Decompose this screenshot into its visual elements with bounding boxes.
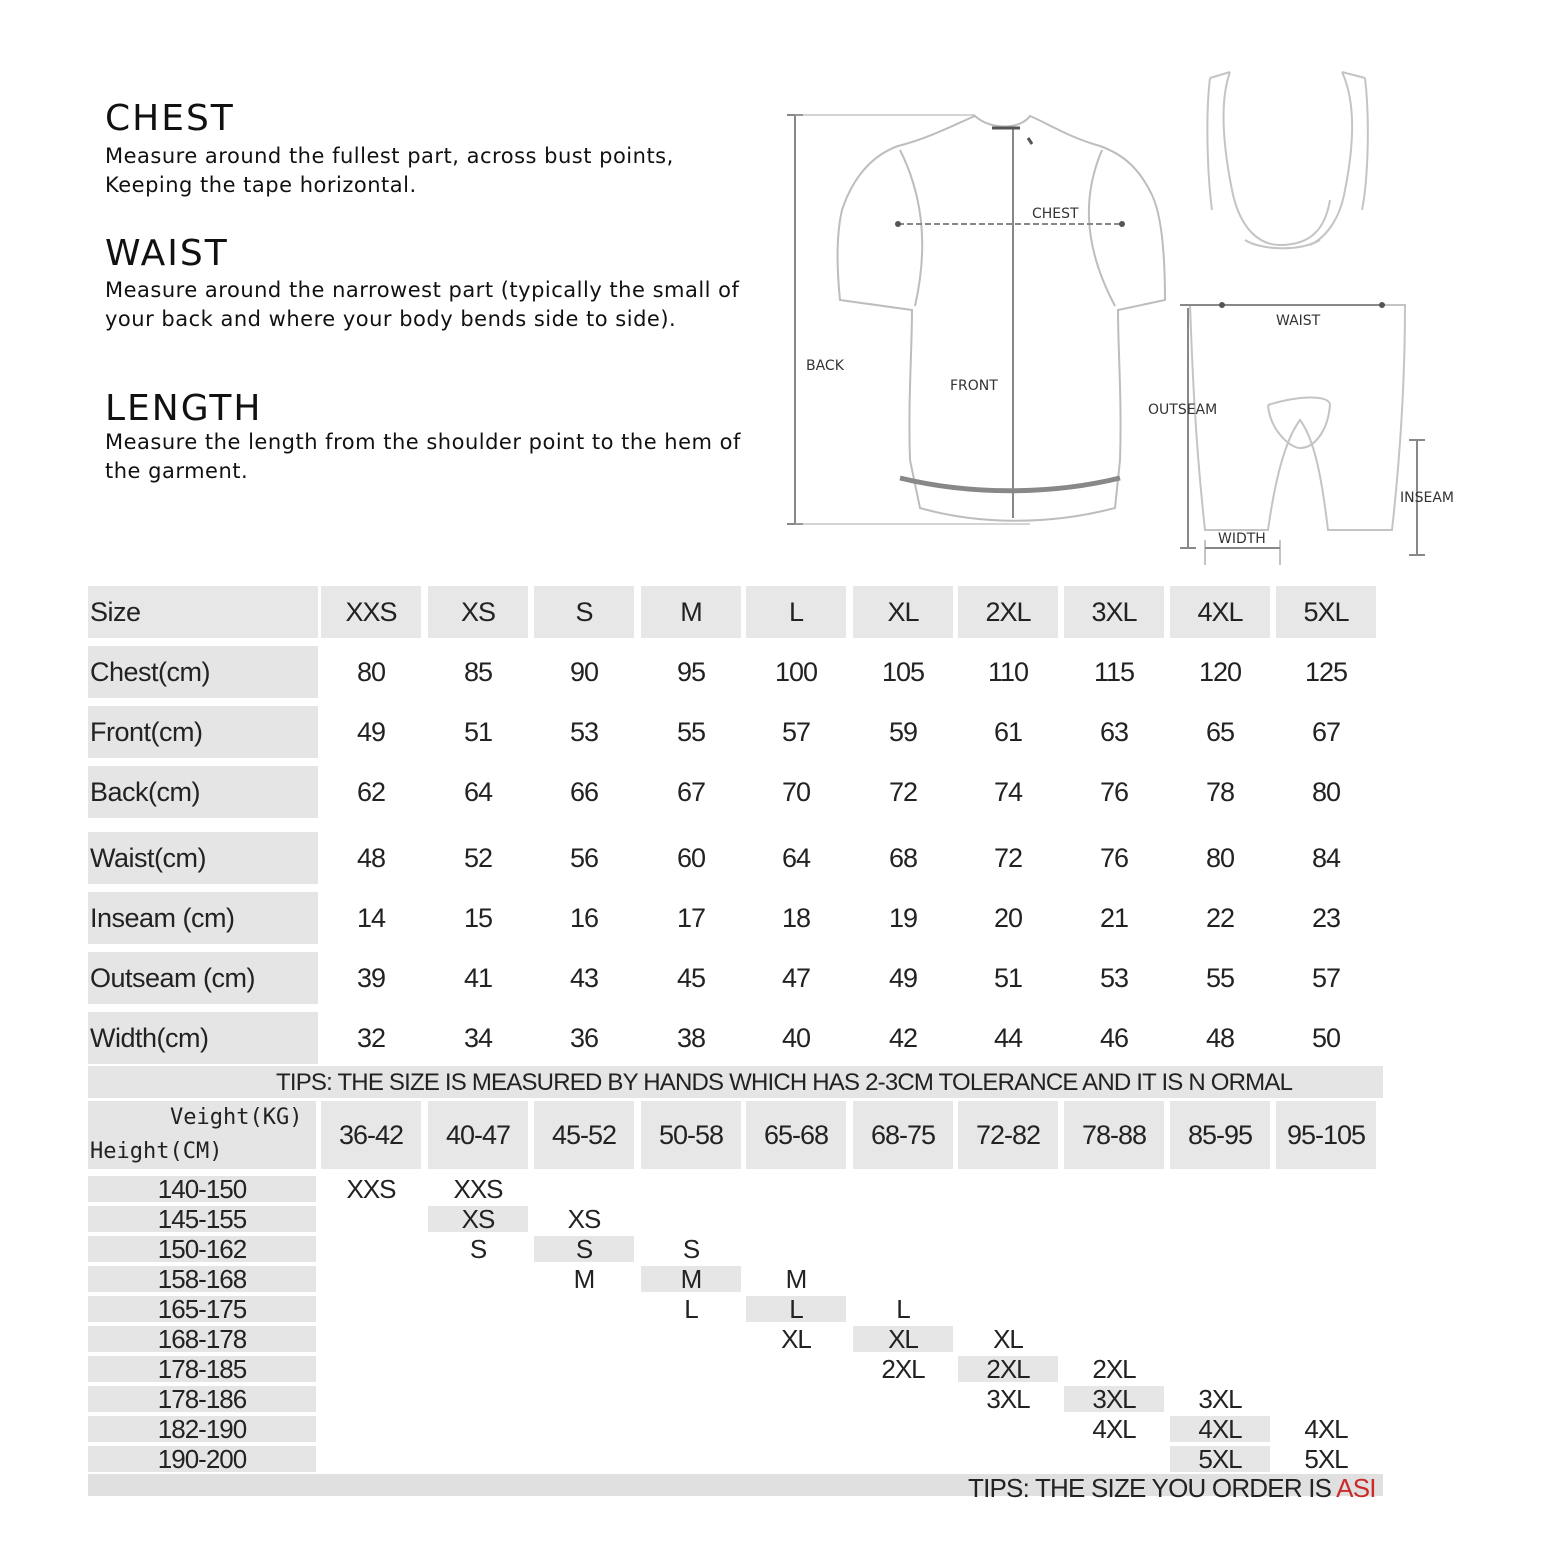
size-header-xs: XS <box>428 586 528 638</box>
measure-value: 36 <box>569 1022 599 1053</box>
recommended-size: 3XL <box>986 1383 1030 1414</box>
recommended-size: XS <box>428 1206 528 1232</box>
measure-value: 56 <box>569 842 599 873</box>
measure-value: 38 <box>676 1022 706 1053</box>
height-range-label: 165-175 <box>88 1296 316 1322</box>
measure-value: 55 <box>1205 962 1235 993</box>
measure-value: 74 <box>993 776 1023 807</box>
measure-row-label: Inseam (cm) <box>88 892 318 944</box>
measure-value: 57 <box>1311 962 1341 993</box>
measure-value: 50 <box>1311 1022 1341 1053</box>
measure-value: 110 <box>987 656 1029 687</box>
size-header-label: Size <box>88 586 318 638</box>
measure-value: 45 <box>676 962 706 993</box>
measure-value: 23 <box>1311 902 1341 933</box>
recommended-size: 5XL <box>1170 1446 1270 1472</box>
height-range-label: 168-178 <box>88 1326 316 1352</box>
measure-value: 20 <box>993 902 1023 933</box>
diagram-back-label: BACK <box>806 358 844 374</box>
recommended-size: M <box>641 1266 741 1292</box>
measure-value: 51 <box>993 962 1023 993</box>
measure-value: 61 <box>993 716 1023 747</box>
fit-header-corner <box>88 1101 316 1169</box>
measure-value: 65 <box>1205 716 1235 747</box>
height-axis-label: Height(CM) <box>90 1139 223 1164</box>
recommended-size: S <box>469 1233 487 1264</box>
size-header-m: M <box>641 586 741 638</box>
chest-description: Measure around the fullest part, across bust points, Keeping the tape horizontal. <box>105 144 674 197</box>
measure-value: 66 <box>569 776 599 807</box>
measure-value: 46 <box>1099 1022 1129 1053</box>
diagram-front-label: FRONT <box>950 378 998 394</box>
height-range-label: 190-200 <box>88 1446 316 1472</box>
recommended-size: XXS <box>346 1173 396 1204</box>
recommended-size: L <box>896 1293 910 1324</box>
measure-value: 52 <box>463 842 493 873</box>
measure-value: 72 <box>993 842 1023 873</box>
measure-value: 49 <box>888 962 918 993</box>
measure-value: 18 <box>781 902 811 933</box>
order-tip-text: TIPS: THE SIZE YOU ORDER IS <box>968 1473 1337 1503</box>
measure-value: 72 <box>888 776 918 807</box>
measure-value: 34 <box>463 1022 493 1053</box>
measure-value: 64 <box>781 842 811 873</box>
weight-range-header: 85-95 <box>1170 1101 1270 1169</box>
measure-value: 57 <box>781 716 811 747</box>
tolerance-tip: TIPS: THE SIZE IS MEASURED BY HANDS WHICH HAS 2-3CM TOLERANCE AND IT IS N ORMAL <box>276 1069 1293 1096</box>
measure-value: 70 <box>781 776 811 807</box>
order-tip <box>968 1473 1376 1504</box>
recommended-size: L <box>684 1293 698 1324</box>
measure-value: 115 <box>1093 656 1135 687</box>
height-range-label: 145-155 <box>88 1206 316 1232</box>
measure-value: 53 <box>1099 962 1129 993</box>
measure-value: 44 <box>993 1022 1023 1053</box>
measure-row-label: Width(cm) <box>88 1012 318 1064</box>
measure-value: 19 <box>888 902 918 933</box>
measure-value: 22 <box>1205 902 1235 933</box>
waist-description: Measure around the narrowest part (typically the small of your back and where your body bends side to side). <box>105 278 740 331</box>
measure-value: 80 <box>1205 842 1235 873</box>
recommended-size: XL <box>853 1326 953 1352</box>
weight-range-header: 65-68 <box>746 1101 846 1169</box>
weight-range-header: 95-105 <box>1276 1101 1376 1169</box>
measure-value: 80 <box>356 656 386 687</box>
measure-value: 78 <box>1205 776 1235 807</box>
recommended-size: 3XL <box>1064 1386 1164 1412</box>
measure-value: 49 <box>356 716 386 747</box>
measure-value: 67 <box>1311 716 1341 747</box>
size-header-xxs: XXS <box>321 586 421 638</box>
height-range-label: 150-162 <box>88 1236 316 1262</box>
measure-value: 15 <box>463 902 493 933</box>
recommended-size: M <box>785 1263 807 1294</box>
recommended-size: L <box>746 1296 846 1322</box>
recommended-size: 4XL <box>1170 1416 1270 1442</box>
measure-value: 63 <box>1099 716 1129 747</box>
recommended-size: 5XL <box>1304 1443 1348 1474</box>
weight-range-header: 68-75 <box>853 1101 953 1169</box>
measure-row-label: Outseam (cm) <box>88 952 318 1004</box>
size-header-s: S <box>534 586 634 638</box>
measure-value: 59 <box>888 716 918 747</box>
diagram-waist-label: WAIST <box>1276 313 1321 329</box>
measure-value: 95 <box>676 656 706 687</box>
recommended-size: S <box>534 1236 634 1262</box>
weight-range-header: 78-88 <box>1064 1101 1164 1169</box>
recommended-size: XXS <box>453 1173 503 1204</box>
measure-value: 84 <box>1311 842 1341 873</box>
measure-row-label: Waist(cm) <box>88 832 318 884</box>
height-range-label: 158-168 <box>88 1266 316 1292</box>
size-header-4xl: 4XL <box>1170 586 1270 638</box>
chest-heading: CHEST <box>105 98 235 139</box>
height-range-label: 178-185 <box>88 1356 316 1382</box>
measure-value: 32 <box>356 1022 386 1053</box>
measure-value: 105 <box>881 656 925 687</box>
recommended-size: XL <box>993 1323 1023 1354</box>
size-header-2xl: 2XL <box>958 586 1058 638</box>
measure-value: 16 <box>569 902 599 933</box>
weight-range-header: 40-47 <box>428 1101 528 1169</box>
measure-value: 62 <box>356 776 386 807</box>
measure-value: 40 <box>781 1022 811 1053</box>
measure-value: 48 <box>1205 1022 1235 1053</box>
measure-value: 41 <box>463 962 493 993</box>
recommended-size: 2XL <box>881 1353 925 1384</box>
waist-heading: WAIST <box>105 233 229 274</box>
measure-value: 90 <box>569 656 599 687</box>
measure-value: 100 <box>774 656 818 687</box>
recommended-size: XS <box>567 1203 601 1234</box>
measure-value: 80 <box>1311 776 1341 807</box>
measure-value: 60 <box>676 842 706 873</box>
jersey-diagram <box>780 100 1180 540</box>
height-range-label: 182-190 <box>88 1416 316 1442</box>
diagram-chest-label: CHEST <box>1032 206 1079 222</box>
measure-value: 17 <box>676 902 706 933</box>
measure-value: 64 <box>463 776 493 807</box>
weight-axis-label: Veight(KG) <box>170 1105 303 1130</box>
recommended-size: S <box>682 1233 700 1264</box>
recommended-size: XL <box>781 1323 811 1354</box>
recommended-size: M <box>573 1263 595 1294</box>
order-tip-accent: ASI <box>1336 1473 1376 1503</box>
measure-value: 21 <box>1099 902 1129 933</box>
measure-value: 55 <box>676 716 706 747</box>
recommended-size: 2XL <box>958 1356 1058 1382</box>
size-header-3xl: 3XL <box>1064 586 1164 638</box>
weight-range-header: 45-52 <box>534 1101 634 1169</box>
measure-value: 53 <box>569 716 599 747</box>
measure-value: 51 <box>463 716 493 747</box>
weight-range-header: 50-58 <box>641 1101 741 1169</box>
measure-row-label: Front(cm) <box>88 706 318 758</box>
recommended-size: 2XL <box>1092 1353 1136 1384</box>
size-header-l: L <box>746 586 846 638</box>
size-header-5xl: 5XL <box>1276 586 1376 638</box>
measure-row-label: Chest(cm) <box>88 646 318 698</box>
measure-value: 125 <box>1304 656 1348 687</box>
measure-value: 76 <box>1099 776 1129 807</box>
measure-value: 48 <box>356 842 386 873</box>
size-header-xl: XL <box>853 586 953 638</box>
diagram-inseam-label: INSEAM <box>1400 490 1454 506</box>
measure-value: 47 <box>781 962 811 993</box>
length-description: Measure the length from the shoulder point to the hem of the garment. <box>105 430 741 483</box>
weight-range-header: 36-42 <box>321 1101 421 1169</box>
measure-value: 14 <box>356 902 386 933</box>
measure-row-label: Back(cm) <box>88 766 318 818</box>
recommended-size: 4XL <box>1304 1413 1348 1444</box>
measure-value: 68 <box>888 842 918 873</box>
measure-value: 43 <box>569 962 599 993</box>
height-range-label: 140-150 <box>88 1176 316 1202</box>
measure-value: 120 <box>1198 656 1242 687</box>
measure-value: 85 <box>463 656 493 687</box>
length-heading: LENGTH <box>105 388 263 429</box>
height-range-label: 178-186 <box>88 1386 316 1412</box>
diagram-outseam-label: OUTSEAM <box>1148 402 1218 418</box>
measure-value: 39 <box>356 962 386 993</box>
measure-value: 67 <box>676 776 706 807</box>
recommended-size: 3XL <box>1198 1383 1242 1414</box>
measure-value: 42 <box>888 1022 918 1053</box>
recommended-size: 4XL <box>1092 1413 1136 1444</box>
measure-value: 76 <box>1099 842 1129 873</box>
weight-range-header: 72-82 <box>958 1101 1058 1169</box>
diagram-width-label: WIDTH <box>1218 531 1266 547</box>
